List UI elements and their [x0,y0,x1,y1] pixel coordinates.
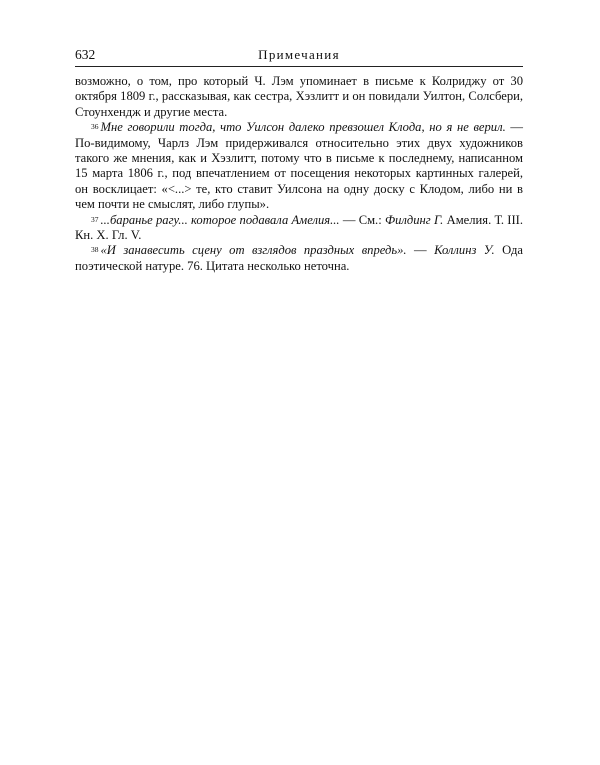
note-author: Коллинз У. [434,243,495,258]
note-continuation [75,74,523,120]
note-38 [75,243,523,274]
note-text-after: Амелия. Т. III. Кн. X. Гл. V. [75,212,524,243]
note-36 [75,120,523,212]
page-number: 632 [75,47,96,62]
note-text-before: — См.: [339,212,385,227]
running-title: Примечания [258,47,340,62]
note-quote: Мне говорили тогда, что Уилсон далеко превзошел Клода, но я не верил. [100,120,506,135]
note-quote: «И занавесить сцену от взглядов праздных впредь». [100,243,407,258]
note-text-after: Ода поэтической натуре. 76. Цитата несколько неточна. [75,243,524,273]
notes-body [75,74,523,274]
note-continuation-text: возможно, о том, про который Ч. Лэм упоминает в письме к Колриджу от 30 октября 1809 г., рассказывая, как сестра, Хэзлитт и он повидали Уилтон, Солсбери, Стоунхендж и другие места. [75,74,523,119]
note-number: 36 [91,122,99,132]
note-author: Филдинг Г. [384,212,444,227]
note-quote: ...баранье рагу... которое подавала Амелия... [100,212,340,227]
note-number: 38 [91,245,99,255]
page-header [75,44,523,67]
note-37 [75,213,523,244]
note-text: — По-видимому, Чарлз Лэм придерживался относительно этих двух художников такого же мнения, как и Хэзлитт, потому что в письме к последнему, написанном 15 марта 1806 г., под впечатлением от посещения некоторых картинных галерей, он восклицает: «<...> те, кто ставит Уилсона на одну доску с Клодом, либо ни в чем почти не смыслят, либо глупы». [75,120,523,212]
note-text-before: — [406,243,435,258]
note-number: 37 [91,214,99,224]
